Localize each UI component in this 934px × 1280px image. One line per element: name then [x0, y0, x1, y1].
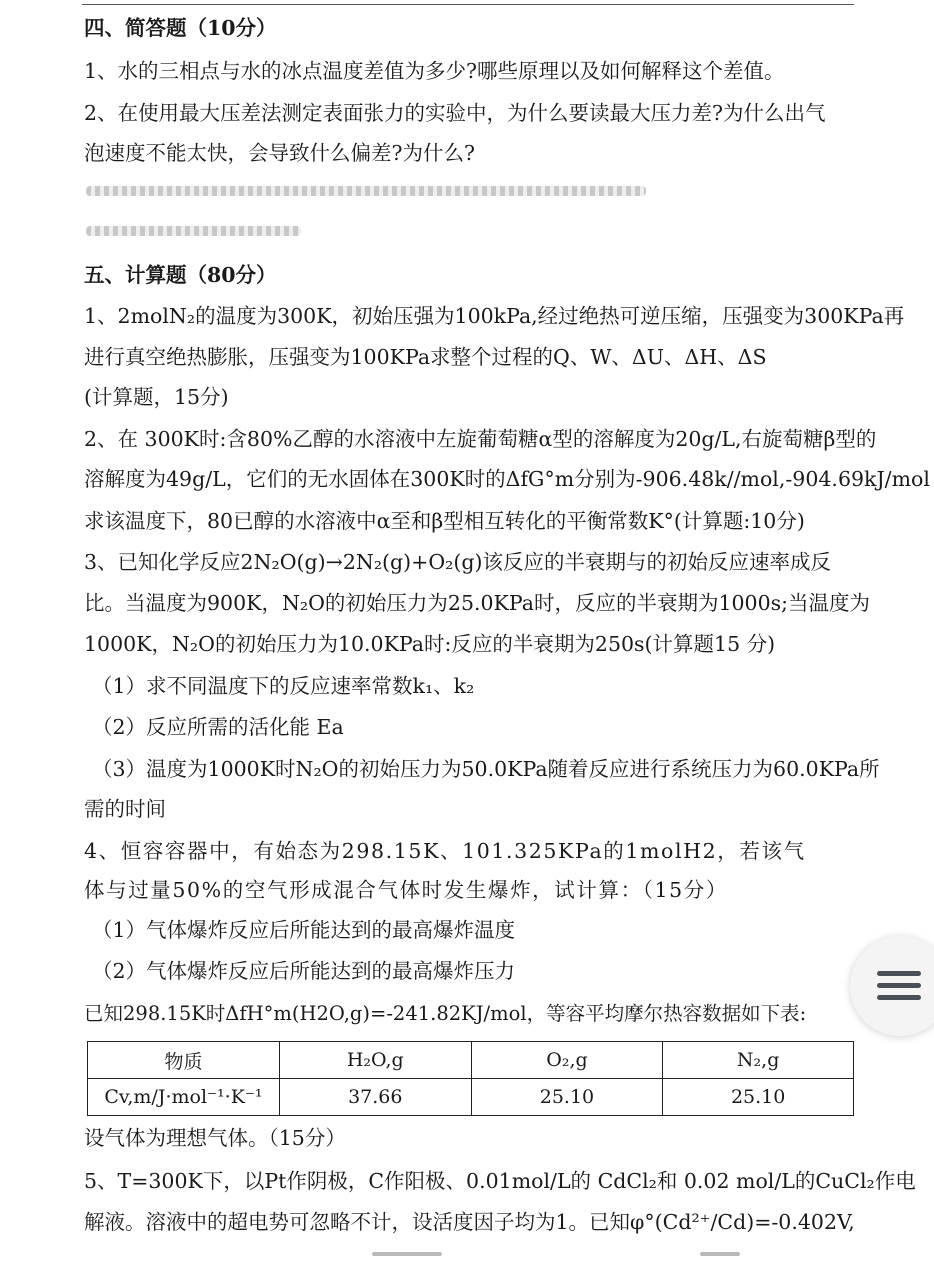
problem-3-sub3-line1: （3）温度为1000K时N₂O的初始压力为50.0KPa随着反应进行系统压力为60.0KPa所: [92, 757, 880, 781]
problem-1-line3: (计算题，15分): [84, 385, 229, 409]
problem-3-sub1: （1）求不同温度下的反应速率常数k₁、k₂: [92, 674, 475, 698]
problem-4-sub2: （2）气体爆炸反应后所能达到的最高爆炸压力: [92, 959, 516, 983]
problem-3-line2: 比。当温度为900K，N₂O的初始压力为25.0KPa时，反应的半衰期为1000s;当温度为: [84, 591, 871, 615]
table-cell: 37.66: [279, 1079, 471, 1116]
menu-icon: [877, 971, 921, 976]
short-answer-q2-line2: 泡速度不能太快，会导致什么偏差?为什么?: [84, 141, 475, 165]
problem-3-sub3-line2: 需的时间: [84, 797, 166, 821]
heat-capacity-table: [87, 1041, 854, 1116]
menu-icon: [877, 995, 921, 1000]
problem-5-line1: 5、T=300K下，以Pt作阴极，C作阳极、0.01mol/L的 CdCl₂和 0.02 mol/L的CuCl₂作电: [84, 1169, 916, 1193]
problem-2-line3: 求该温度下，80已醇的水溶液中α至和β型相互转化的平衡常数K°(计算题:10分): [84, 509, 805, 533]
problem-4-known-data: 已知298.15K时ΔfH°m(H2O,g)=-241.82KJ/mol，等容平均摩尔热容数据如下表:: [84, 1002, 807, 1025]
table-header-row: [88, 1042, 854, 1079]
problem-3-line1: 3、已知化学反应2N₂O(g)→2N₂(g)+O₂(g)该反应的半衰期与的初始反应速率成反: [84, 550, 831, 574]
problem-3-line3: 1000K，N₂O的初始压力为10.0KPa时:反应的半衰期为250s(计算题15 分): [84, 632, 776, 656]
short-answer-q2-line1: 2、在使用最大压差法测定表面张力的实验中，为什么要读最大压力差?为什么出气: [84, 101, 826, 125]
table-cell: 25.10: [471, 1079, 663, 1116]
problem-1-line2: 进行真空绝热膨胀，压强变为100KPa求整个过程的Q、W、ΔU、ΔH、ΔS: [84, 345, 767, 369]
problem-5-line2: 解液。溶液中的超电势可忽略不计，设活度因子均为1。已知φ°(Cd²⁺/Cd)=-0.402V,: [84, 1210, 855, 1234]
problem-4-line1: 4、恒容容器中，有始态为298.15K、101.325KPa的1molH2，若该气: [84, 839, 806, 863]
floating-menu-button[interactable]: [850, 936, 934, 1036]
cut-off-text: [700, 1252, 740, 1256]
problem-4-sub1: （1）气体爆炸反应后所能达到的最高爆炸温度: [92, 918, 516, 942]
faded-text-line-1: [86, 186, 646, 196]
problem-3-sub2: （2）反应所需的活化能 Ea: [92, 715, 344, 739]
problem-1-line1: 1、2molN₂的温度为300K，初始压强为100kPa,经过绝热可逆压缩，压强变为300KPa再: [84, 304, 905, 328]
table-header-cell: 物质: [88, 1042, 280, 1079]
section-5-title: 五、计算题（80分）: [84, 263, 277, 287]
table-row: [88, 1079, 854, 1116]
table-header-cell: H₂O,g: [279, 1042, 471, 1079]
menu-icon: [877, 983, 921, 988]
problem-2-line2: 溶解度为49g/L，它们的无水固体在300K时的ΔfG°m分别为-906.48k//mol,-904.69kJ/mol: [84, 467, 930, 491]
table-cell: 25.10: [663, 1079, 854, 1116]
cut-off-text: [372, 1252, 442, 1256]
section-4-title: 四、简答题（10分）: [84, 16, 277, 40]
table-header-cell: N₂,g: [663, 1042, 854, 1079]
table-header-cell: O₂,g: [471, 1042, 663, 1079]
top-rule: [82, 4, 854, 5]
problem-4-line2: 体与过量50%的空气形成混合气体时发生爆炸，试计算：（15分）: [84, 878, 728, 902]
table-cell: Cv,m/J·mol⁻¹·K⁻¹: [88, 1079, 280, 1116]
problem-4-after-table: 设气体为理想气体。（15分）: [84, 1126, 346, 1150]
faded-text-line-2: [86, 226, 301, 236]
problem-2-line1: 2、在 300K时:含80%乙醇的水溶液中左旋葡萄糖α型的溶解度为20g/L,右旋萄糖β型的: [84, 427, 877, 451]
short-answer-q1: 1、水的三相点与水的冰点温度差值为多少?哪些原理以及如何解释这个差值。: [84, 59, 785, 83]
